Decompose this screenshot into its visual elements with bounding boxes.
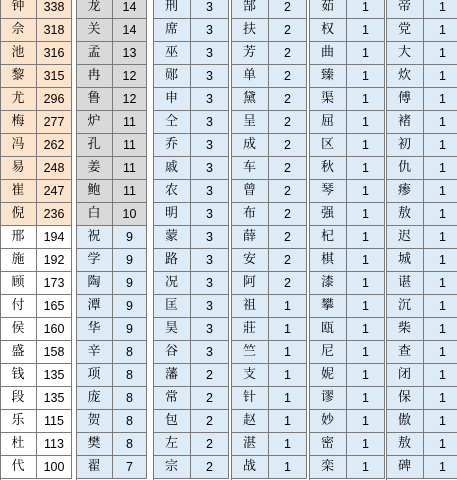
count-cell[interactable]: 318: [37, 19, 72, 42]
surname-cell[interactable]: 布: [231, 203, 269, 226]
count-cell[interactable]: 2: [269, 19, 307, 42]
count-cell[interactable]: 1: [424, 318, 457, 341]
count-cell[interactable]: 3: [191, 295, 229, 318]
surname-cell[interactable]: 樊: [76, 433, 113, 456]
surname-cell[interactable]: 况: [153, 272, 191, 295]
surname-cell[interactable]: 棋: [309, 249, 347, 272]
surname-cell[interactable]: 攀: [309, 295, 347, 318]
count-cell[interactable]: 2: [269, 42, 307, 65]
surname-cell[interactable]: 申: [153, 88, 191, 111]
surname-cell[interactable]: 祝: [76, 226, 113, 249]
surname-cell[interactable]: 钟: [0, 0, 37, 19]
count-cell[interactable]: 277: [37, 111, 72, 134]
surname-cell[interactable]: 强: [309, 203, 347, 226]
count-cell[interactable]: 1: [347, 456, 385, 479]
surname-cell[interactable]: 杜: [0, 433, 37, 456]
surname-cell[interactable]: 敖: [386, 203, 424, 226]
surname-cell[interactable]: 明: [153, 203, 191, 226]
count-cell[interactable]: 2: [269, 249, 307, 272]
surname-cell[interactable]: 梅: [0, 111, 37, 134]
surname-cell[interactable]: 曲: [309, 42, 347, 65]
count-cell[interactable]: 9: [113, 272, 147, 295]
surname-cell[interactable]: 大: [386, 42, 424, 65]
surname-cell[interactable]: 瘆: [386, 180, 424, 203]
count-cell[interactable]: 1: [347, 111, 385, 134]
count-cell[interactable]: 1: [269, 318, 307, 341]
count-cell[interactable]: 2: [269, 88, 307, 111]
surname-cell[interactable]: 薛: [231, 226, 269, 249]
surname-cell[interactable]: 秋: [309, 157, 347, 180]
count-cell[interactable]: 1: [424, 42, 457, 65]
surname-cell[interactable]: 贺: [76, 410, 113, 433]
group-divider: [76, 0, 77, 480]
surname-cell[interactable]: 瓯: [309, 318, 347, 341]
surname-cell[interactable]: 鲍: [76, 180, 113, 203]
count-cell[interactable]: 9: [113, 295, 147, 318]
surname-cell[interactable]: 邢: [0, 226, 37, 249]
count-cell[interactable]: 1: [269, 456, 307, 479]
surname-cell[interactable]: 冉: [76, 65, 113, 88]
count-cell[interactable]: 1: [269, 295, 307, 318]
count-cell[interactable]: 1: [347, 180, 385, 203]
surname-cell[interactable]: 帝: [386, 0, 424, 19]
surname-cell[interactable]: 傲: [386, 410, 424, 433]
count-cell[interactable]: 192: [37, 249, 72, 272]
count-cell[interactable]: 1: [424, 226, 457, 249]
count-cell[interactable]: 158: [37, 341, 72, 364]
count-cell[interactable]: 1: [424, 410, 457, 433]
count-cell[interactable]: 1: [424, 157, 457, 180]
count-cell[interactable]: 248: [37, 157, 72, 180]
surname-cell[interactable]: 单: [231, 65, 269, 88]
count-cell[interactable]: 3: [191, 157, 229, 180]
count-cell[interactable]: 165: [37, 295, 72, 318]
surname-cell[interactable]: 倪: [0, 203, 37, 226]
count-cell[interactable]: 1: [424, 364, 457, 387]
surname-cell[interactable]: 漆: [309, 272, 347, 295]
surname-cell[interactable]: 郜: [231, 0, 269, 19]
surname-cell[interactable]: 陶: [76, 272, 113, 295]
count-cell[interactable]: 2: [191, 364, 229, 387]
count-cell[interactable]: 194: [37, 226, 72, 249]
count-cell[interactable]: 1: [347, 88, 385, 111]
surname-cell[interactable]: 乔: [153, 134, 191, 157]
group-divider: [153, 0, 154, 480]
surname-cell[interactable]: 密: [309, 433, 347, 456]
count-cell[interactable]: 1: [424, 0, 457, 19]
surname-cell[interactable]: 安: [231, 249, 269, 272]
count-cell[interactable]: 1: [424, 295, 457, 318]
count-cell[interactable]: 14: [113, 19, 147, 42]
surname-cell[interactable]: 阿: [231, 272, 269, 295]
surname-cell[interactable]: 翟: [76, 456, 113, 479]
count-cell[interactable]: 11: [113, 180, 147, 203]
count-cell[interactable]: 3: [191, 134, 229, 157]
surname-cell[interactable]: 迟: [386, 226, 424, 249]
surname-cell[interactable]: 左: [153, 433, 191, 456]
count-cell[interactable]: 2: [191, 387, 229, 410]
count-cell[interactable]: 1: [269, 341, 307, 364]
surname-cell[interactable]: 茹: [309, 0, 347, 19]
surname-cell[interactable]: 针: [231, 387, 269, 410]
count-cell[interactable]: 1: [269, 433, 307, 456]
surname-cell[interactable]: 席: [153, 19, 191, 42]
count-cell[interactable]: 13: [113, 42, 147, 65]
surname-cell[interactable]: 杞: [309, 226, 347, 249]
surname-cell[interactable]: 鲁: [76, 88, 113, 111]
surname-cell[interactable]: 宗: [153, 456, 191, 479]
count-cell[interactable]: 1: [347, 341, 385, 364]
surname-cell[interactable]: 保: [386, 387, 424, 410]
count-cell[interactable]: 1: [347, 364, 385, 387]
count-cell[interactable]: 3: [191, 42, 229, 65]
count-cell[interactable]: 11: [113, 134, 147, 157]
count-cell[interactable]: 3: [191, 88, 229, 111]
count-cell[interactable]: 3: [191, 341, 229, 364]
surname-cell[interactable]: 项: [76, 364, 113, 387]
count-cell[interactable]: 1: [347, 433, 385, 456]
surname-cell[interactable]: 渠: [309, 88, 347, 111]
surname-cell[interactable]: 辛: [76, 341, 113, 364]
surname-cell[interactable]: 初: [386, 134, 424, 157]
count-cell[interactable]: 1: [347, 295, 385, 318]
surname-cell[interactable]: 昊: [153, 318, 191, 341]
count-cell[interactable]: 1: [424, 341, 457, 364]
surname-cell[interactable]: 乐: [0, 410, 37, 433]
count-cell[interactable]: 1: [424, 456, 457, 479]
count-cell[interactable]: 1: [347, 65, 385, 88]
count-cell[interactable]: 3: [191, 226, 229, 249]
count-cell[interactable]: 3: [191, 203, 229, 226]
surname-cell[interactable]: 城: [386, 249, 424, 272]
surname-cell[interactable]: 敖: [386, 433, 424, 456]
surname-cell[interactable]: 孟: [76, 42, 113, 65]
count-cell[interactable]: 1: [347, 134, 385, 157]
count-cell[interactable]: 12: [113, 88, 147, 111]
surname-cell[interactable]: 车: [231, 157, 269, 180]
count-cell[interactable]: 3: [191, 318, 229, 341]
count-cell[interactable]: 2: [191, 433, 229, 456]
count-cell[interactable]: 2: [269, 272, 307, 295]
surname-cell[interactable]: 佘: [0, 19, 37, 42]
surname-cell[interactable]: 钱: [0, 364, 37, 387]
count-cell[interactable]: 1: [347, 387, 385, 410]
surname-cell[interactable]: 沉: [386, 295, 424, 318]
count-cell[interactable]: 9: [113, 249, 147, 272]
surname-cell[interactable]: 侯: [0, 318, 37, 341]
count-cell[interactable]: 1: [424, 65, 457, 88]
count-cell[interactable]: 1: [347, 249, 385, 272]
surname-cell[interactable]: 路: [153, 249, 191, 272]
group-divider: [386, 0, 387, 480]
surname-cell[interactable]: 查: [386, 341, 424, 364]
surname-cell[interactable]: 妙: [309, 410, 347, 433]
surname-cell[interactable]: 蒙: [153, 226, 191, 249]
count-cell[interactable]: 1: [424, 387, 457, 410]
surname-cell[interactable]: 龙: [76, 0, 113, 19]
count-cell[interactable]: 3: [191, 65, 229, 88]
count-cell[interactable]: 3: [191, 249, 229, 272]
count-cell[interactable]: 2: [269, 180, 307, 203]
surname-cell[interactable]: 白: [76, 203, 113, 226]
surname-cell[interactable]: 祖: [231, 295, 269, 318]
surname-cell[interactable]: 巫: [153, 42, 191, 65]
surname-cell[interactable]: 施: [0, 249, 37, 272]
surname-cell[interactable]: 闭: [386, 364, 424, 387]
count-cell[interactable]: 8: [113, 387, 147, 410]
surname-cell[interactable]: 谷: [153, 341, 191, 364]
surname-cell[interactable]: 成: [231, 134, 269, 157]
surname-cell[interactable]: 顾: [0, 272, 37, 295]
surname-cell[interactable]: 代: [0, 456, 37, 479]
count-cell[interactable]: 14: [113, 0, 147, 19]
count-cell[interactable]: 135: [37, 387, 72, 410]
count-cell[interactable]: 1: [347, 0, 385, 19]
surname-cell[interactable]: 臻: [309, 65, 347, 88]
surname-cell[interactable]: 黎: [0, 65, 37, 88]
count-cell[interactable]: 8: [113, 341, 147, 364]
surname-cell[interactable]: 刑: [153, 0, 191, 19]
surname-cell[interactable]: 崔: [0, 180, 37, 203]
count-cell[interactable]: 1: [347, 318, 385, 341]
count-cell[interactable]: 316: [37, 42, 72, 65]
count-cell[interactable]: 1: [347, 226, 385, 249]
group-divider: [309, 0, 310, 480]
surname-cell[interactable]: 炉: [76, 111, 113, 134]
count-cell[interactable]: 1: [424, 19, 457, 42]
count-cell[interactable]: 1: [424, 134, 457, 157]
surname-cell[interactable]: 芳: [231, 42, 269, 65]
count-cell[interactable]: 296: [37, 88, 72, 111]
surname-cell[interactable]: 冯: [0, 134, 37, 157]
count-cell[interactable]: 2: [191, 410, 229, 433]
count-cell[interactable]: 11: [113, 111, 147, 134]
surname-cell[interactable]: 呈: [231, 111, 269, 134]
count-cell[interactable]: 2: [269, 134, 307, 157]
surname-cell[interactable]: 华: [76, 318, 113, 341]
surname-cell[interactable]: 区: [309, 134, 347, 157]
surname-cell[interactable]: 湛: [231, 433, 269, 456]
count-cell[interactable]: 1: [424, 88, 457, 111]
count-cell[interactable]: 3: [191, 19, 229, 42]
surname-cell[interactable]: 支: [231, 364, 269, 387]
count-cell[interactable]: 9: [113, 226, 147, 249]
count-cell[interactable]: 113: [37, 433, 72, 456]
surname-cell[interactable]: 关: [76, 19, 113, 42]
surname-cell[interactable]: 权: [309, 19, 347, 42]
count-cell[interactable]: 2: [269, 157, 307, 180]
count-cell[interactable]: 8: [113, 364, 147, 387]
count-cell[interactable]: 1: [424, 433, 457, 456]
surname-cell[interactable]: 尼: [309, 341, 347, 364]
count-cell[interactable]: 3: [191, 0, 229, 19]
surname-cell[interactable]: 傅: [386, 88, 424, 111]
surname-cell[interactable]: 郧: [153, 65, 191, 88]
surname-cell[interactable]: 庞: [76, 387, 113, 410]
surname-cell[interactable]: 黛: [231, 88, 269, 111]
count-cell[interactable]: 1: [424, 203, 457, 226]
surname-cell[interactable]: 琴: [309, 180, 347, 203]
count-cell[interactable]: 11: [113, 157, 147, 180]
count-cell[interactable]: 8: [113, 410, 147, 433]
count-cell[interactable]: 1: [424, 111, 457, 134]
surname-cell[interactable]: 戚: [153, 157, 191, 180]
surname-cell[interactable]: 赵: [231, 410, 269, 433]
count-cell[interactable]: 100: [37, 456, 72, 479]
surname-cell[interactable]: 谌: [386, 272, 424, 295]
group-divider: [231, 0, 232, 480]
count-cell[interactable]: 3: [191, 272, 229, 295]
count-cell[interactable]: 7: [113, 456, 147, 479]
count-cell[interactable]: 1: [347, 42, 385, 65]
surname-cell[interactable]: 池: [0, 42, 37, 65]
surname-cell[interactable]: 易: [0, 157, 37, 180]
surname-cell[interactable]: 仝: [153, 111, 191, 134]
surname-cell[interactable]: 付: [0, 295, 37, 318]
surname-cell[interactable]: 碑: [386, 456, 424, 479]
count-cell[interactable]: 315: [37, 65, 72, 88]
count-cell[interactable]: 2: [191, 456, 229, 479]
count-cell[interactable]: 12: [113, 65, 147, 88]
surname-cell[interactable]: 学: [76, 249, 113, 272]
surname-cell[interactable]: 仇: [386, 157, 424, 180]
count-cell[interactable]: 1: [269, 410, 307, 433]
count-cell[interactable]: 10: [113, 203, 147, 226]
surname-cell[interactable]: 常: [153, 387, 191, 410]
count-cell[interactable]: 135: [37, 364, 72, 387]
count-cell[interactable]: 1: [347, 272, 385, 295]
count-cell[interactable]: 115: [37, 410, 72, 433]
count-cell[interactable]: 3: [191, 111, 229, 134]
surname-cell[interactable]: 竺: [231, 341, 269, 364]
count-cell[interactable]: 8: [113, 433, 147, 456]
count-cell[interactable]: 9: [113, 318, 147, 341]
surname-cell[interactable]: 包: [153, 410, 191, 433]
surname-cell[interactable]: 藩: [153, 364, 191, 387]
surname-cell[interactable]: 炊: [386, 65, 424, 88]
surname-cell[interactable]: 尤: [0, 88, 37, 111]
count-cell[interactable]: 262: [37, 134, 72, 157]
count-cell[interactable]: 1: [347, 410, 385, 433]
surname-cell[interactable]: 褚: [386, 111, 424, 134]
count-cell[interactable]: 2: [269, 0, 307, 19]
surname-cell[interactable]: 匡: [153, 295, 191, 318]
count-cell[interactable]: 1: [269, 364, 307, 387]
group-divider: [0, 0, 1, 480]
count-cell[interactable]: 1: [424, 180, 457, 203]
count-cell[interactable]: 247: [37, 180, 72, 203]
count-cell[interactable]: 2: [269, 65, 307, 88]
count-cell[interactable]: 338: [37, 0, 72, 19]
count-cell[interactable]: 3: [191, 180, 229, 203]
surname-cell[interactable]: 潭: [76, 295, 113, 318]
surname-cell[interactable]: 战: [231, 456, 269, 479]
surname-cell[interactable]: 农: [153, 180, 191, 203]
count-cell[interactable]: 1: [347, 157, 385, 180]
surname-cell[interactable]: 党: [386, 19, 424, 42]
surname-cell[interactable]: 扶: [231, 19, 269, 42]
count-cell[interactable]: 1: [424, 272, 457, 295]
count-cell[interactable]: 1: [424, 249, 457, 272]
surname-cell[interactable]: 谬: [309, 387, 347, 410]
surname-cell[interactable]: 曾: [231, 180, 269, 203]
surname-cell[interactable]: 栾: [309, 456, 347, 479]
surname-cell[interactable]: 柴: [386, 318, 424, 341]
surname-cell[interactable]: 屈: [309, 111, 347, 134]
surname-cell[interactable]: 段: [0, 387, 37, 410]
surname-cell[interactable]: 莊: [231, 318, 269, 341]
count-cell[interactable]: 2: [269, 111, 307, 134]
count-cell[interactable]: 2: [269, 226, 307, 249]
count-cell[interactable]: 173: [37, 272, 72, 295]
surname-cell[interactable]: 盛: [0, 341, 37, 364]
surname-cell[interactable]: 孔: [76, 134, 113, 157]
count-cell[interactable]: 1: [269, 387, 307, 410]
surname-cell[interactable]: 姜: [76, 157, 113, 180]
count-cell[interactable]: 1: [347, 203, 385, 226]
count-cell[interactable]: 160: [37, 318, 72, 341]
count-cell[interactable]: 2: [269, 203, 307, 226]
surname-cell[interactable]: 妮: [309, 364, 347, 387]
count-cell[interactable]: 236: [37, 203, 72, 226]
count-cell[interactable]: 1: [347, 19, 385, 42]
